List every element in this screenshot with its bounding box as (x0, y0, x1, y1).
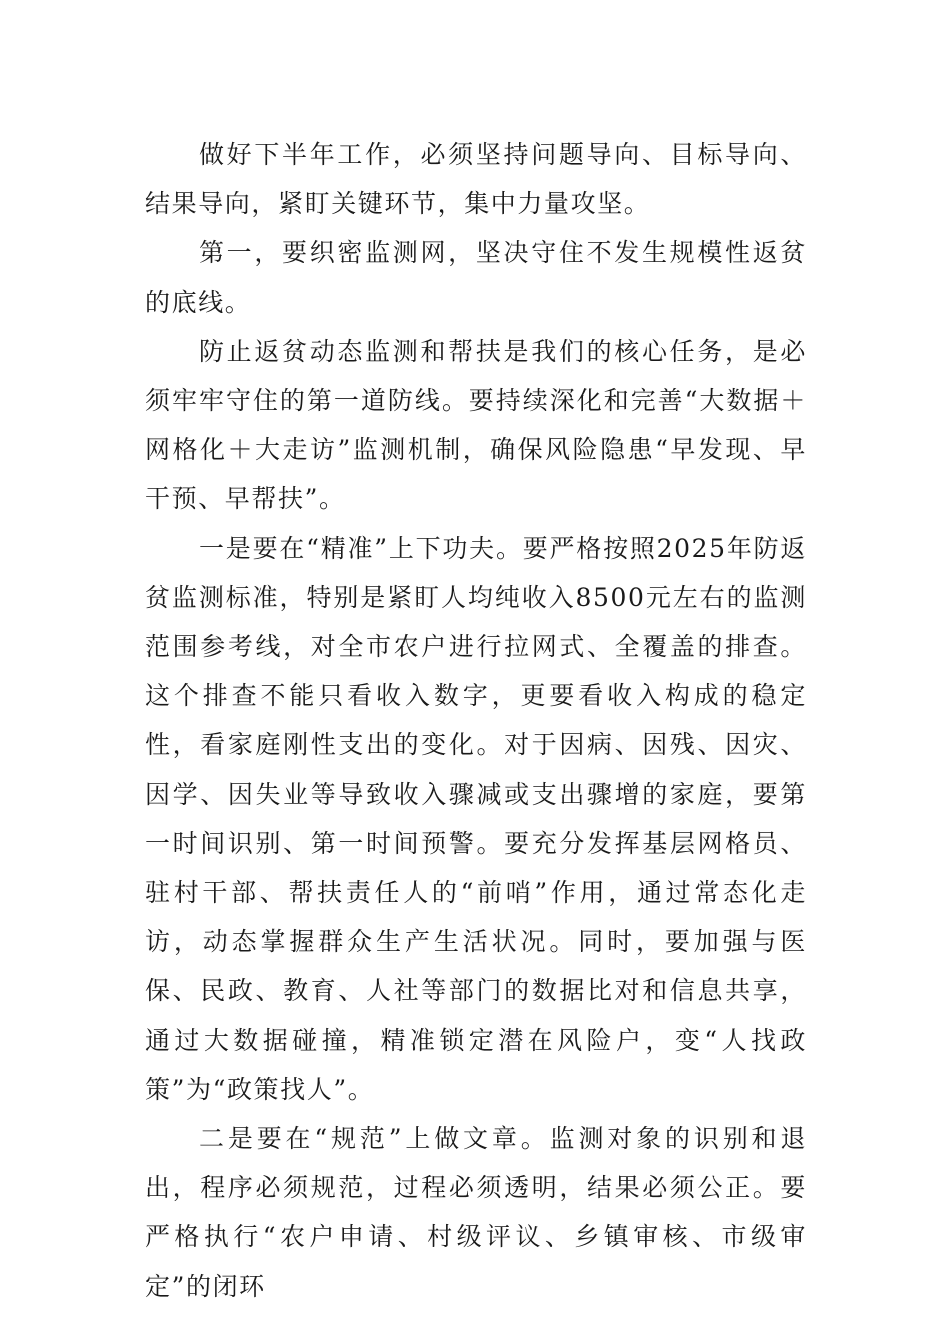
paragraph-precision: 一是要在“精准”上下功夫。要严格按照2025年防返贫监测标准，特别是紧盯人均纯收入8500元左右的监测范围参考线，对全市农户进行拉网式、全覆盖的排查。这个排查不能只看收入数字，更要看收入构成的稳定性，看家庭刚性支出的变化。对于因病、因残、因灾、因学、因失业等导致收入骤减或支出骤增的家庭，要第一时间识别、第一时间预警。要充分发挥基层网格员、驻村干部、帮扶责任人的“前哨”作用，通过常态化走访，动态掌握群众生产生活状况。同时，要加强与医保、民政、教育、人社等部门的数据比对和信息共享，通过大数据碰撞，精准锁定潜在风险户，变“人找政策”为“政策找人”。 (145, 533, 807, 1104)
document-body (145, 130, 807, 1311)
paragraph-intro: 做好下半年工作，必须坚持问题导向、目标导向、结果导向，紧盯关键环节，集中力量攻坚。 (145, 140, 807, 219)
paragraph-heading-first: 第一，要织密监测网，坚决守住不发生规模性返贫的底线。 (145, 238, 807, 317)
paragraph-standard: 二是要在“规范”上做文章。监测对象的识别和退出，程序必须规范，过程必须透明，结果必须公正。要严格执行“农户申请、村级评议、乡镇审核、市级审定”的闭环 (145, 1124, 807, 1301)
paragraph-monitoring: 防止返贫动态监测和帮扶是我们的核心任务，是必须牢牢守住的第一道防线。要持续深化和完善“大数据＋网格化＋大走访”监测机制，确保风险隐患“早发现、早干预、早帮扶”。 (145, 336, 807, 514)
